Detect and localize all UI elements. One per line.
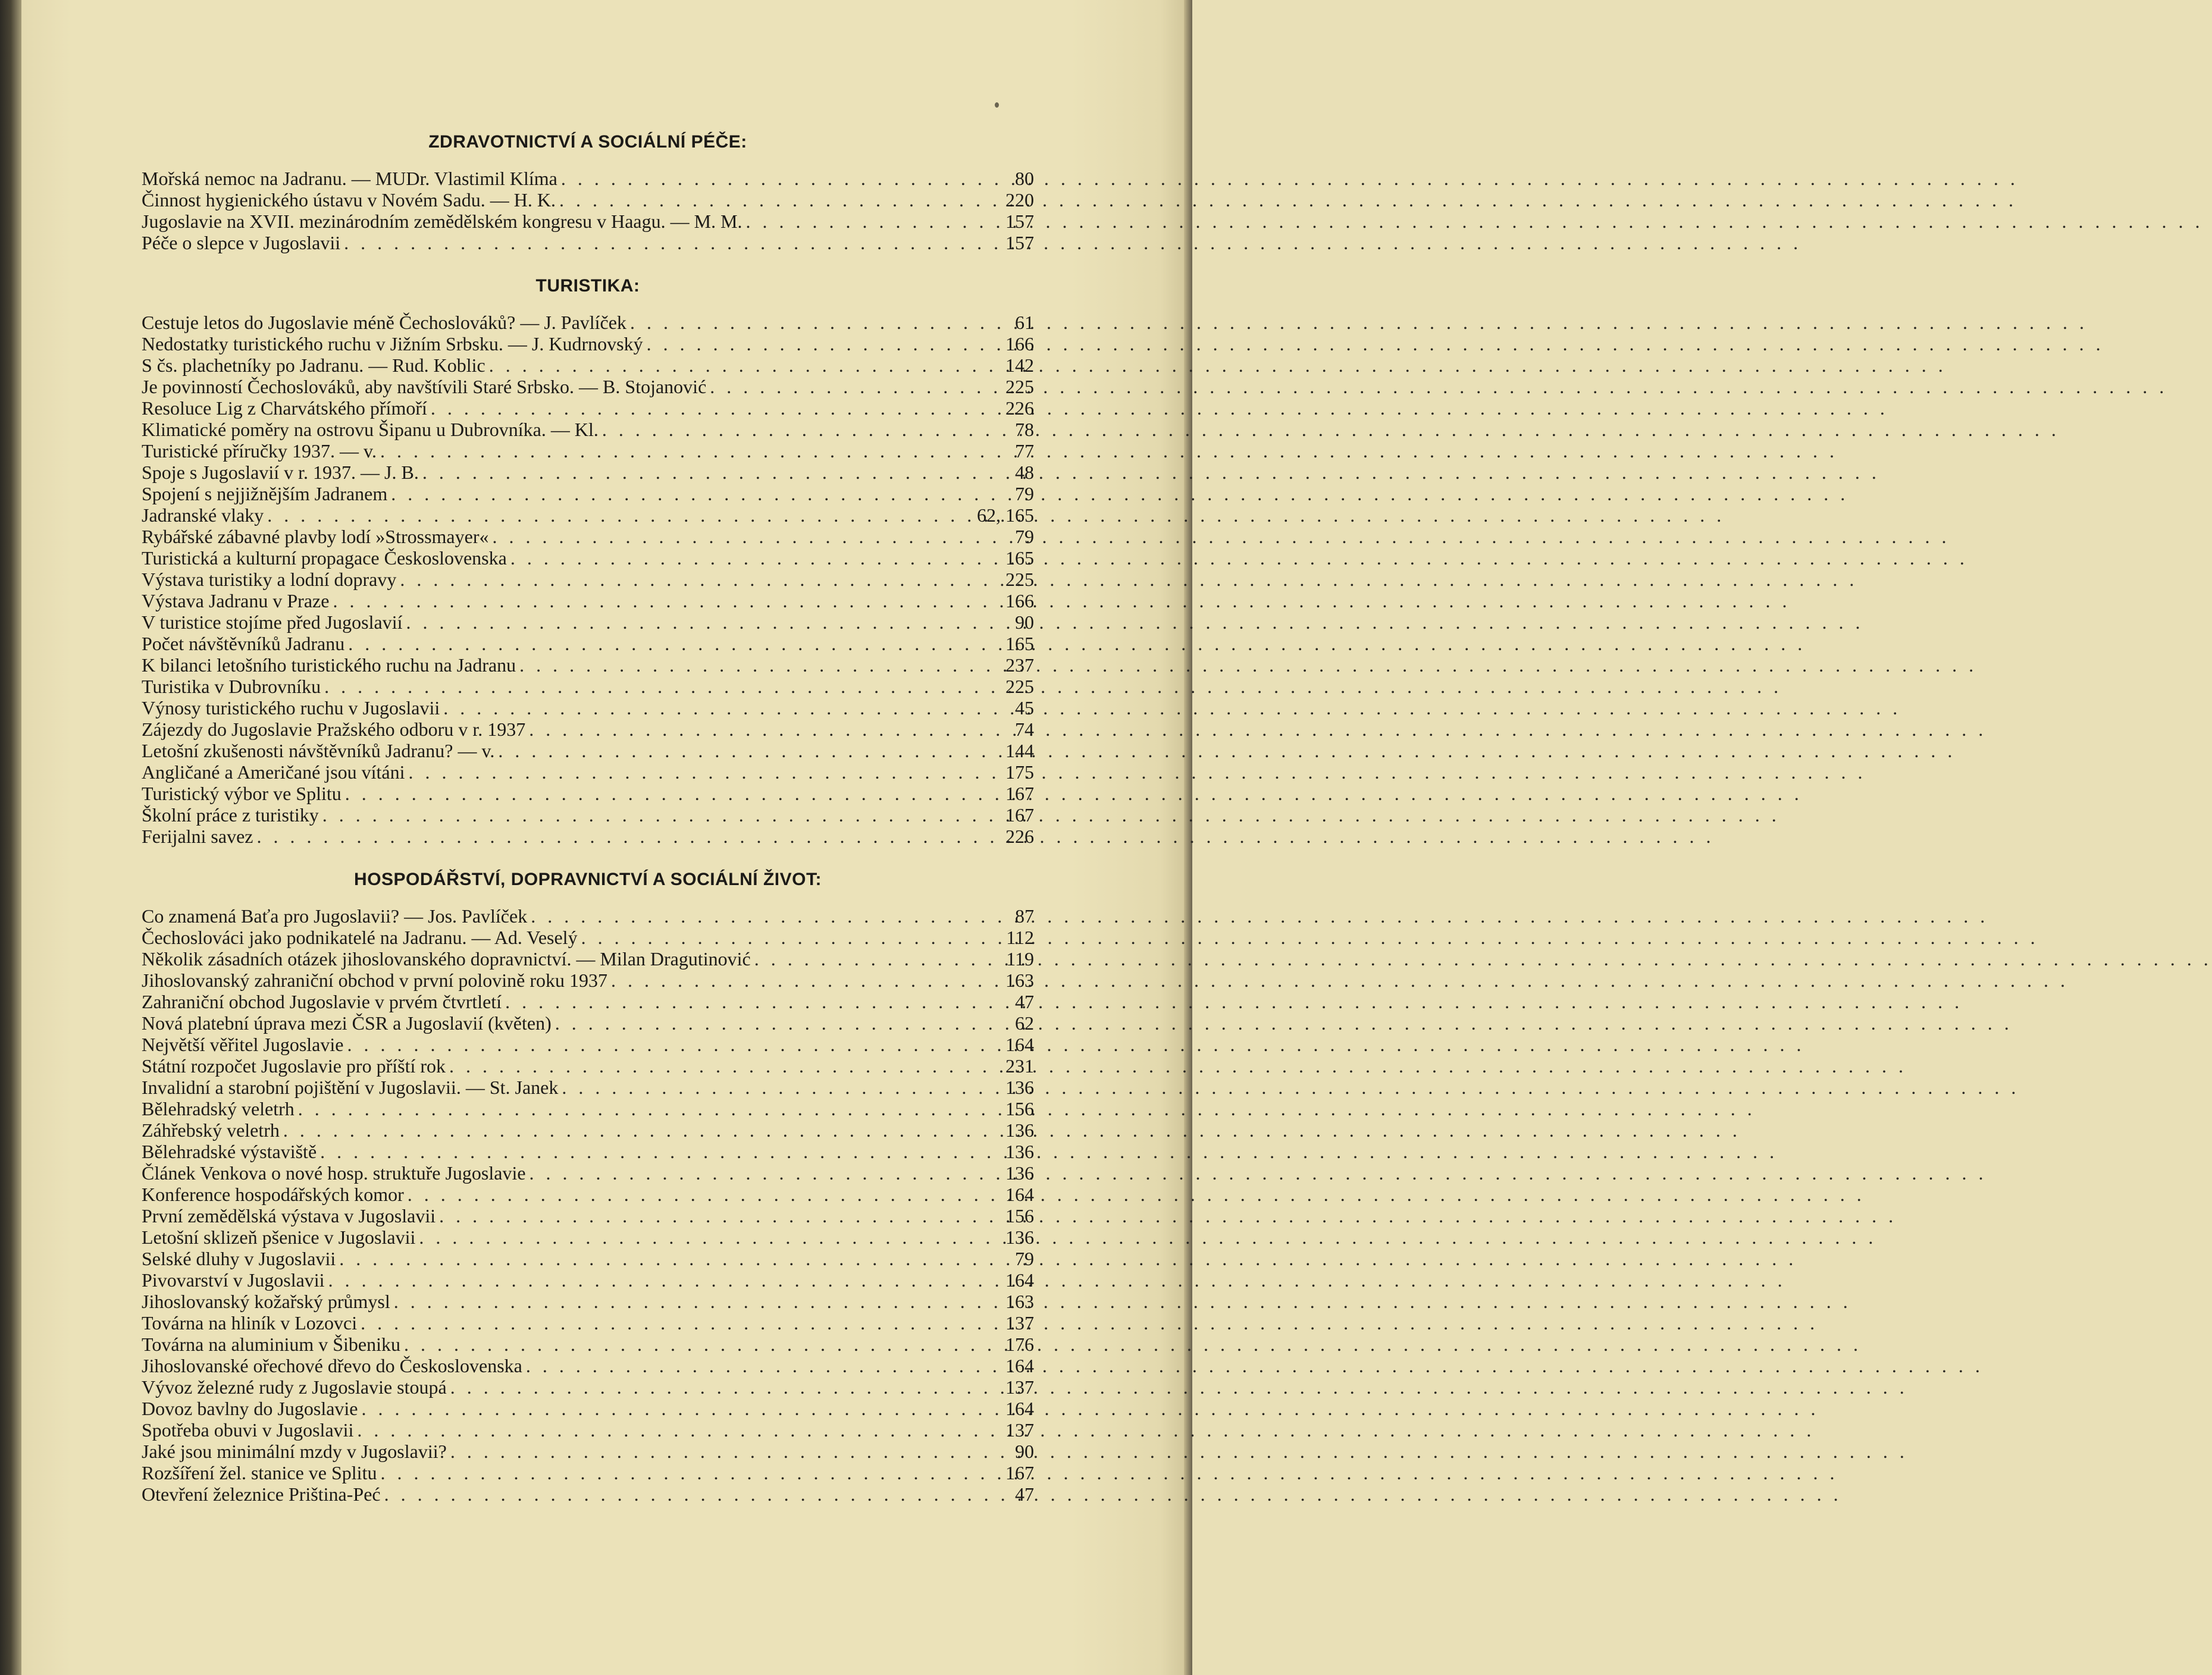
entry-title: Školní práce z turistiky (142, 804, 319, 826)
entry-page-number: 48 (1015, 462, 1034, 483)
entry-title: Letošní sklizeň pšenice v Jugoslavii (142, 1227, 416, 1248)
toc-section (142, 132, 1034, 253)
toc-entry (142, 1055, 1034, 1077)
toc-entry (142, 740, 1034, 761)
dot-leader (439, 1205, 1002, 1227)
entry-title: Selské dluhy v Jugoslavii (142, 1248, 336, 1269)
table-of-contents (142, 132, 1034, 1527)
dot-leader (450, 1441, 1007, 1462)
entry-page-number: 136 (1005, 1141, 1034, 1162)
entry-title: Klimatické poměry na ostrovu Šipanu u Dubrovníka. — Kl. (142, 419, 599, 440)
dot-leader (333, 590, 1002, 611)
dot-leader (404, 1334, 1002, 1355)
toc-entry (142, 1205, 1034, 1227)
entry-page-number: 77 (1015, 440, 1034, 462)
entry-list (142, 312, 1034, 847)
toc-entry (142, 1248, 1034, 1269)
toc-entry (142, 761, 1034, 783)
dot-leader (443, 697, 1007, 719)
entry-page-number: 90 (1015, 611, 1034, 633)
entry-title: Letošní zkušenosti návštěvníků Jadranu? — v. (142, 740, 495, 761)
toc-entry (142, 927, 1034, 948)
dot-leader (754, 948, 1002, 970)
entry-page-number: 79 (1015, 1248, 1034, 1269)
toc-entry (142, 312, 1034, 333)
toc-entry (142, 633, 1034, 654)
entry-title: Konference hospodářských komor (142, 1184, 404, 1205)
entry-page-number: 164 (1005, 1184, 1034, 1205)
entry-title: Resoluce Lig z Charvátského přímoří (142, 397, 427, 419)
dot-leader (324, 676, 1002, 697)
entry-title: Bělehradské výstaviště (142, 1141, 317, 1162)
entry-title: Spotřeba obuvi v Jugoslavii (142, 1419, 354, 1441)
entry-page-number: 136 (1005, 1162, 1034, 1184)
entry-page-number: 164 (1005, 1269, 1034, 1291)
entry-page-number: 119 (1006, 948, 1034, 970)
dot-leader (529, 1162, 1002, 1184)
entry-page-number: 157 (1005, 211, 1034, 232)
toc-entry (142, 590, 1034, 611)
entry-page-number: 163 (1005, 1291, 1034, 1312)
entry-page-number: 136 (1005, 1077, 1034, 1098)
dot-leader (344, 232, 1002, 253)
entry-title: S čs. plachetníky po Jadranu. — Rud. Koblic (142, 355, 485, 376)
dot-leader (422, 462, 1007, 483)
entry-title: Pivovarství v Jugoslavii (142, 1269, 325, 1291)
dot-leader (283, 1119, 1002, 1141)
dot-leader (408, 1184, 1002, 1205)
entry-page-number: 167 (1005, 1462, 1034, 1483)
entry-page-number: 220 (1005, 189, 1034, 211)
entry-page-number: 87 (1015, 905, 1034, 927)
dot-leader (602, 419, 1007, 440)
toc-entry (142, 1162, 1034, 1184)
paper-spot (995, 102, 999, 108)
toc-entry (142, 355, 1034, 376)
entry-list (142, 905, 1034, 1505)
toc-entry (142, 1034, 1034, 1055)
toc-entry (142, 1334, 1034, 1355)
dot-leader (746, 211, 1002, 232)
entry-title: Jugoslavie na XVII. mezinárodním zemědělském kongresu v Haagu. — M. M. (142, 211, 742, 232)
entry-title: V turistice stojíme před Jugoslavií (142, 611, 403, 633)
entry-title: Továrna na aluminium v Šibeniku (142, 1334, 401, 1355)
toc-entry (142, 168, 1034, 189)
toc-entry (142, 1441, 1034, 1462)
entry-list (142, 168, 1034, 253)
toc-entry (142, 1312, 1034, 1334)
toc-entry (142, 1012, 1034, 1034)
entry-title: Turistická a kulturní propagace Československa (142, 547, 507, 569)
entry-title: Několik zásadních otázek jihoslovanského dopravnictví. — Milan Dragutinović (142, 948, 751, 970)
entry-page-number: 225 (1005, 676, 1034, 697)
dot-leader (489, 355, 1002, 376)
toc-entry (142, 1184, 1034, 1205)
toc-entry (142, 611, 1034, 633)
toc-entry (142, 483, 1034, 504)
section-heading: ZDRAVOTNICTVÍ A SOCIÁLNÍ PÉČE: (428, 132, 747, 152)
dot-leader (394, 1291, 1002, 1312)
dot-leader (505, 991, 1007, 1012)
entry-page-number: 62, 165 (977, 504, 1034, 526)
dot-leader (498, 740, 1002, 761)
entry-title: Dovoz bavlny do Jugoslavie (142, 1398, 358, 1419)
entry-title: Počet návštěvníků Jadranu (142, 633, 345, 654)
section-heading: TURISTIKA: (535, 276, 640, 296)
entry-page-number: 231 (1005, 1055, 1034, 1077)
entry-title: Státní rozpočet Jugoslavie pro příští rok (142, 1055, 446, 1077)
toc-section (142, 276, 1034, 847)
dot-leader (320, 1141, 1002, 1162)
entry-title: Jihoslovanský kožařský průmysl (142, 1291, 390, 1312)
dot-leader (492, 526, 1007, 547)
toc-entry (142, 1483, 1034, 1505)
toc-entry (142, 440, 1034, 462)
entry-title: Cestuje letos do Jugoslavie méně Čechoslováků? — J. Pavlíček (142, 312, 626, 333)
dot-leader (400, 569, 1002, 590)
entry-title: Otevření železnice Priština-Peć (142, 1483, 381, 1505)
dot-leader (362, 1398, 1002, 1419)
entry-title: Jihoslovanské ořechové dřevo do Československa (142, 1355, 522, 1376)
dot-leader (256, 826, 1002, 847)
entry-page-number: 164 (1005, 1355, 1034, 1376)
entry-page-number: 74 (1015, 719, 1034, 740)
entry-page-number: 156 (1005, 1205, 1034, 1227)
entry-page-number: 226 (1005, 826, 1034, 847)
dot-leader (380, 440, 1007, 462)
dot-leader (347, 1034, 1002, 1055)
entry-page-number: 137 (1005, 1419, 1034, 1441)
toc-entry (142, 376, 1034, 397)
toc-entry (142, 783, 1034, 804)
entry-title: Výstava turistiky a lodní dopravy (142, 569, 397, 590)
entry-page-number: 237 (1005, 654, 1034, 676)
entry-title: Turistický výbor ve Splitu (142, 783, 341, 804)
toc-entry (142, 1098, 1034, 1119)
dot-leader (419, 1227, 1002, 1248)
entry-title: Turistika v Dubrovníku (142, 676, 321, 697)
dot-leader (526, 1355, 1002, 1376)
dot-leader (710, 376, 1002, 397)
entry-page-number: 136 (1005, 1119, 1034, 1141)
entry-page-number: 144 (1005, 740, 1034, 761)
entry-title: Angličané a Američané jsou vítáni (142, 761, 405, 783)
entry-page-number: 164 (1005, 1034, 1034, 1055)
dot-leader (630, 312, 1007, 333)
entry-title: Největší věřitel Jugoslavie (142, 1034, 344, 1055)
entry-title: Invalidní a starobní pojištění v Jugoslavii. — St. Janek (142, 1077, 559, 1098)
entry-title: Jihoslovanský zahraniční obchod v první polovině roku 1937 (142, 970, 607, 991)
dot-leader (348, 633, 1002, 654)
toc-entry (142, 232, 1034, 253)
toc-entry (142, 826, 1034, 847)
entry-title: Mořská nemoc na Jadranu. — MUDr. Vlastimil Klíma (142, 168, 557, 189)
entry-page-number: 142 (1005, 355, 1034, 376)
entry-page-number: 136 (1005, 1227, 1034, 1248)
toc-section (142, 870, 1034, 1505)
entry-title: Turistické příručky 1937. — v. (142, 440, 377, 462)
entry-title: Spoje s Jugoslavií v r. 1937. — J. B. (142, 462, 419, 483)
toc-entry (142, 1227, 1034, 1248)
entry-title: Zájezdy do Jugoslavie Pražského odboru v r. 1937 (142, 719, 526, 740)
entry-page-number: 112 (1006, 927, 1034, 948)
dot-leader (562, 1077, 1002, 1098)
entry-page-number: 137 (1005, 1376, 1034, 1398)
toc-entry (142, 504, 1034, 526)
toc-entry (142, 1419, 1034, 1441)
toc-entry (142, 654, 1034, 676)
section-heading: HOSPODÁŘSTVÍ, DOPRAVNICTVÍ A SOCIÁLNÍ ŽIVOT: (354, 870, 822, 889)
dot-leader (345, 783, 1002, 804)
toc-entry (142, 419, 1034, 440)
entry-page-number: 225 (1005, 376, 1034, 397)
toc-entry (142, 1462, 1034, 1483)
entry-title: Rozšíření žel. stanice ve Splitu (142, 1462, 377, 1483)
entry-page-number: 137 (1005, 1312, 1034, 1334)
dot-leader (267, 504, 973, 526)
entry-title: Nová platební úprava mezi ČSR a Jugoslavií (květen) (142, 1012, 552, 1034)
dot-leader (581, 927, 1003, 948)
toc-entry (142, 676, 1034, 697)
entry-page-number: 225 (1005, 569, 1034, 590)
toc-entry (142, 1291, 1034, 1312)
dot-leader (510, 547, 1002, 569)
toc-entry (142, 970, 1034, 991)
toc-entry (142, 1398, 1034, 1419)
toc-entry (142, 526, 1034, 547)
dot-leader (361, 1312, 1002, 1334)
dot-leader (409, 761, 1002, 783)
dot-leader (611, 970, 1002, 991)
toc-entry (142, 1376, 1034, 1398)
entry-title: První zemědělská výstava v Jugoslavii (142, 1205, 436, 1227)
entry-page-number: 157 (1005, 232, 1034, 253)
toc-entry (142, 211, 1034, 232)
toc-entry (142, 1355, 1034, 1376)
entry-page-number: 165 (1005, 547, 1034, 569)
entry-page-number: 45 (1015, 697, 1034, 719)
dot-leader (519, 654, 1002, 676)
entry-page-number: 90 (1015, 1441, 1034, 1462)
toc-entry (142, 1077, 1034, 1098)
entry-page-number: 176 (1005, 1334, 1034, 1355)
toc-entry (142, 697, 1034, 719)
entry-title: Zahraniční obchod Jugoslavie v prvém čtvrtletí (142, 991, 502, 1012)
toc-entry (142, 1269, 1034, 1291)
dot-leader (559, 189, 1002, 211)
entry-page-number: 167 (1005, 783, 1034, 804)
entry-title: Co znamená Baťa pro Jugoslavii? — Jos. Pavlíček (142, 905, 528, 927)
dot-leader (384, 1483, 1007, 1505)
entry-title: Záhřebský veletrh (142, 1119, 280, 1141)
entry-page-number: 164 (1005, 1398, 1034, 1419)
dot-leader (561, 168, 1007, 189)
entry-title: Je povinností Čechoslováků, aby navštívili Staré Srbsko. — B. Stojanović (142, 376, 707, 397)
dot-leader (555, 1012, 1007, 1034)
entry-page-number: 175 (1005, 761, 1034, 783)
toc-entry (142, 804, 1034, 826)
entry-page-number: 226 (1005, 397, 1034, 419)
dot-leader (531, 905, 1007, 927)
dot-leader (298, 1098, 1002, 1119)
entry-title: Jadranské vlaky (142, 504, 264, 526)
entry-title: Továrna na hliník v Lozovci (142, 1312, 358, 1334)
entry-page-number: 61 (1015, 312, 1034, 333)
entry-title: K bilanci letošního turistického ruchu na Jadranu (142, 654, 516, 676)
toc-entry (142, 397, 1034, 419)
toc-entry (142, 991, 1034, 1012)
entry-page-number: 167 (1005, 804, 1034, 826)
toc-entry (142, 333, 1034, 355)
dot-leader (449, 1055, 1002, 1077)
entry-page-number: 80 (1015, 168, 1034, 189)
entry-page-number: 156 (1005, 1098, 1034, 1119)
dot-leader (391, 483, 1007, 504)
entry-page-number: 166 (1005, 333, 1034, 355)
book-binding-edge (0, 0, 21, 1675)
entry-page-number: 78 (1015, 419, 1034, 440)
dot-leader (647, 333, 1002, 355)
entry-page-number: 47 (1015, 991, 1034, 1012)
dot-leader (450, 1376, 1002, 1398)
toc-entry (142, 547, 1034, 569)
entry-title: Nedostatky turistického ruchu v Jižním Srbsku. — J. Kudrnovský (142, 333, 643, 355)
toc-entry (142, 905, 1034, 927)
dot-leader (529, 719, 1007, 740)
entry-title: Výstava Jadranu v Praze (142, 590, 330, 611)
dot-leader (328, 1269, 1002, 1291)
dot-leader (406, 611, 1007, 633)
toc-entry (142, 1119, 1034, 1141)
dot-leader (339, 1248, 1007, 1269)
entry-page-number: 166 (1005, 590, 1034, 611)
entry-title: Činnost hygienického ústavu v Novém Sadu. — H. K. (142, 189, 556, 211)
entry-title: Rybářské zábavné plavby lodí »Strossmayer« (142, 526, 489, 547)
entry-title: Vývoz železné rudy z Jugoslavie stoupá (142, 1376, 447, 1398)
dot-leader (431, 397, 1002, 419)
entry-title: Jaké jsou minimální mzdy v Jugoslavii? (142, 1441, 447, 1462)
dot-leader (357, 1419, 1002, 1441)
toc-entry (142, 462, 1034, 483)
entry-title: Bělehradský veletrh (142, 1098, 294, 1119)
dot-leader (380, 1462, 1002, 1483)
entry-title: Ferijalni savez (142, 826, 253, 847)
toc-entry (142, 189, 1034, 211)
entry-page-number: 62 (1015, 1012, 1034, 1034)
toc-entry (142, 948, 1034, 970)
entry-title: Článek Venkova o nové hosp. struktuře Jugoslavie (142, 1162, 526, 1184)
entry-page-number: 165 (1005, 633, 1034, 654)
entry-title: Čechoslováci jako podnikatelé na Jadranu. — Ad. Veselý (142, 927, 578, 948)
entry-page-number: 163 (1005, 970, 1034, 991)
entry-page-number: 47 (1015, 1483, 1034, 1505)
toc-entry (142, 569, 1034, 590)
toc-entry (142, 1141, 1034, 1162)
toc-entry (142, 719, 1034, 740)
entry-page-number: 79 (1015, 483, 1034, 504)
dot-leader (322, 804, 1002, 826)
entry-title: Spojení s nejjižnějším Jadranem (142, 483, 388, 504)
entry-title: Péče o slepce v Jugoslavii (142, 232, 341, 253)
entry-page-number: 79 (1015, 526, 1034, 547)
entry-title: Výnosy turistického ruchu v Jugoslavii (142, 697, 440, 719)
